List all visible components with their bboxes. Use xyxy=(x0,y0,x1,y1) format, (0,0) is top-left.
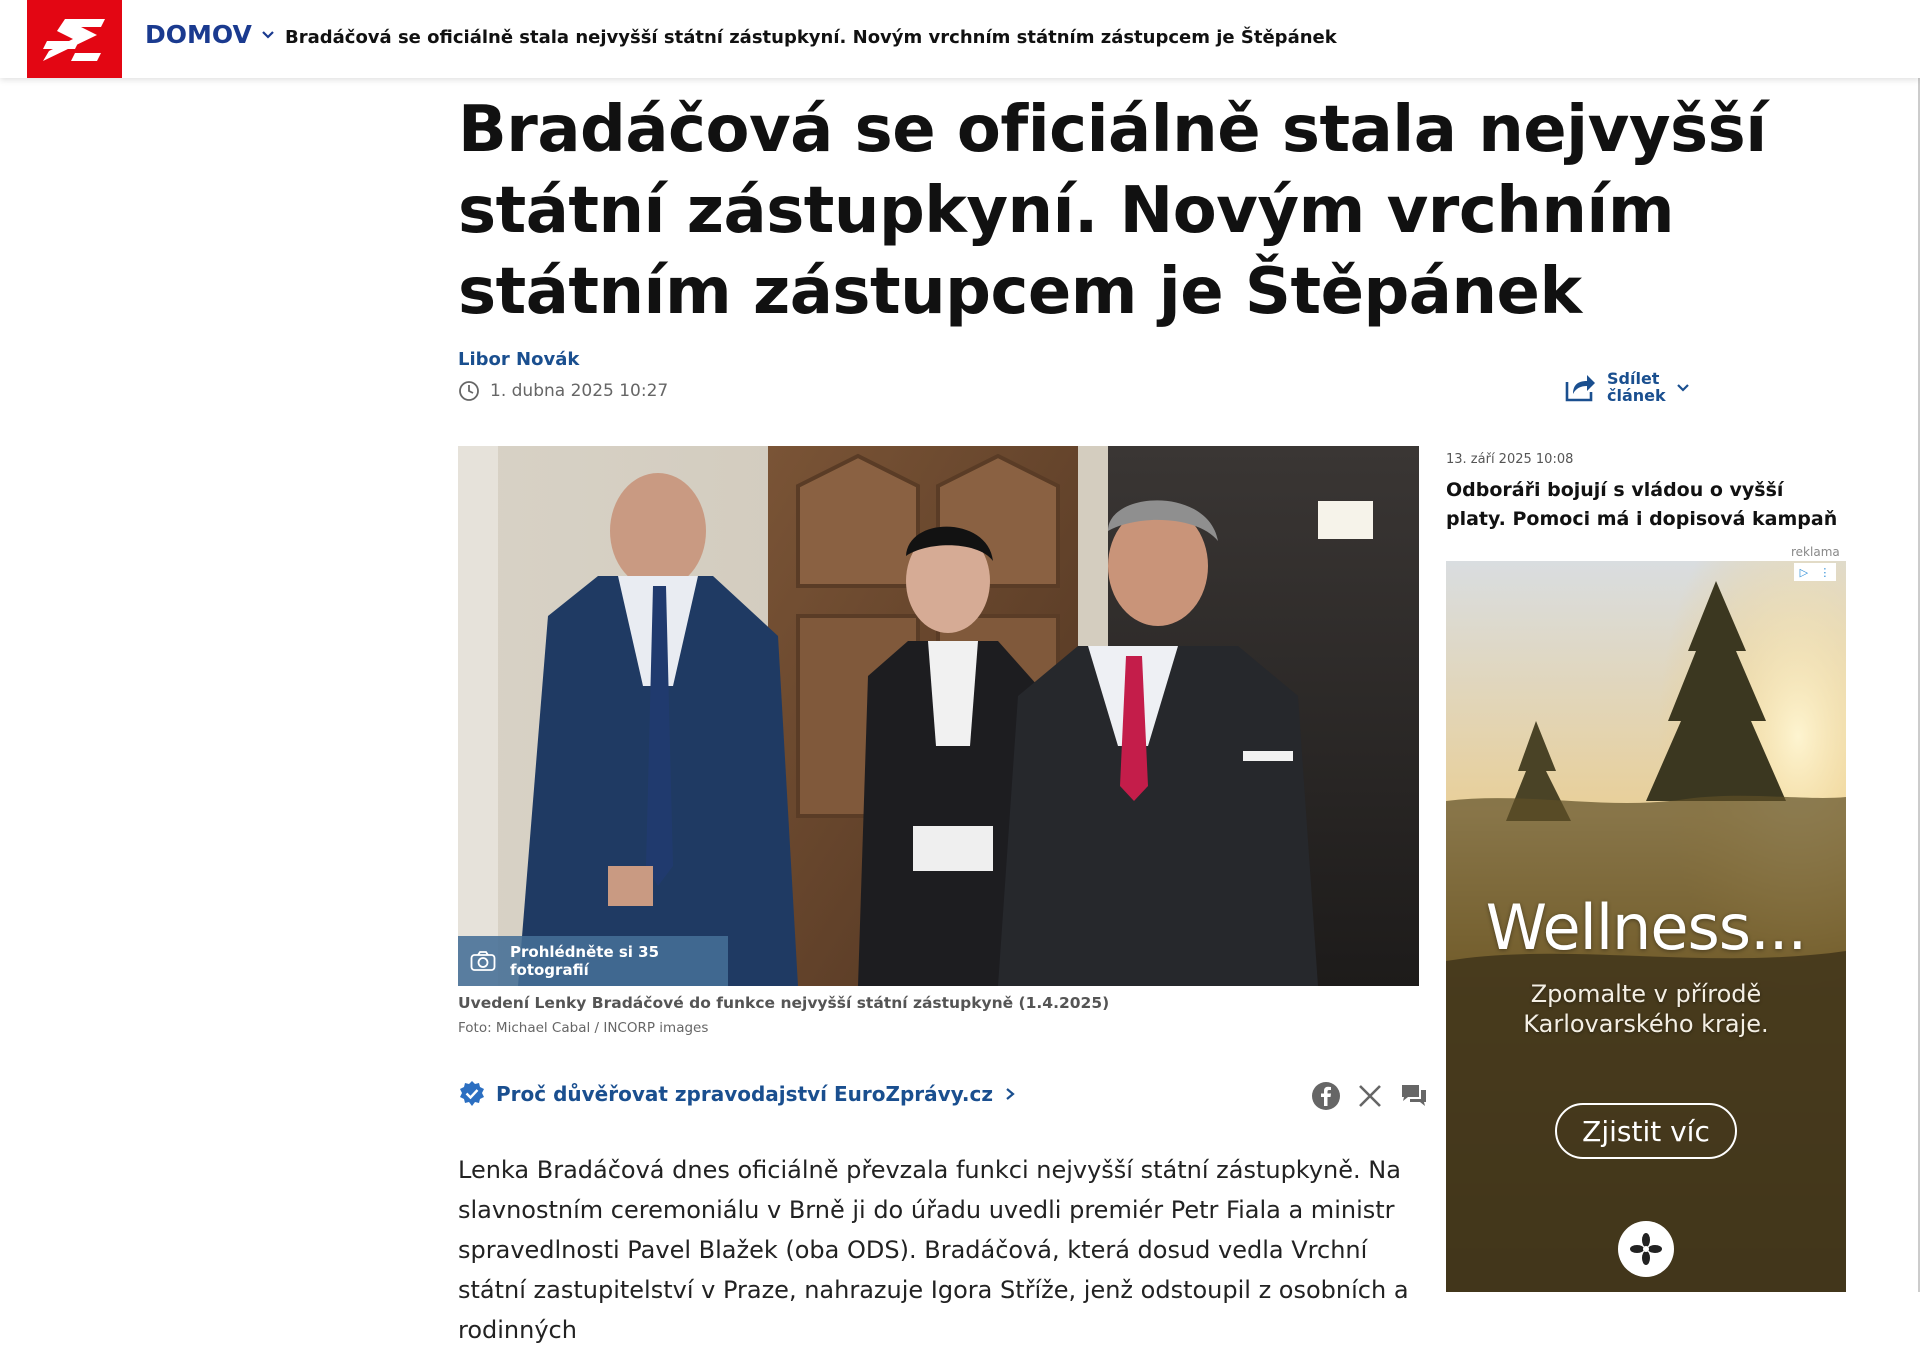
facebook-icon xyxy=(1311,1081,1341,1111)
eurozpravy-logo-icon xyxy=(35,9,115,69)
facebook-share-button[interactable] xyxy=(1310,1080,1342,1112)
chevron-down-icon xyxy=(1675,379,1691,395)
share-label: Sdílet článek xyxy=(1607,369,1666,405)
share-button[interactable] xyxy=(1563,370,1691,404)
sidebar-article-date: 13. září 2025 10:08 xyxy=(1446,452,1574,467)
gallery-label: Prohlédněte si 35 fotografií xyxy=(510,943,660,979)
photo-caption: Uvedení Lenky Bradáčové do funkce nejvyšší státní zástupkyně (1.4.2025) xyxy=(458,994,1110,1012)
ad-subheadline xyxy=(1446,979,1846,1039)
trust-link-label: Proč důvěřovat zpravodajství EuroZprávy.cz xyxy=(496,1082,993,1106)
verified-badge-icon xyxy=(458,1080,486,1108)
article-date: 1. dubna 2025 10:27 xyxy=(490,381,669,401)
ad-headline: Wellness... xyxy=(1485,891,1807,964)
ad-subline-2: Karlovarského kraje. xyxy=(1523,1010,1769,1038)
article-body: Lenka Bradáčová dnes oficiálně převzala funkci nejvyšší státní zástupkyně. Na slavnostním ceremoniálu v Brně ji do úřadu uvedli premiér Petr Fiala a ministr spravedlnosti Pavel Blažek (oba ODS). Bradáčová, která dosud vedla Vrchní státní zastupitelství v Praze, nahrazuje Igora Stříže, jenž odstoupil z osobních a rodinných xyxy=(458,1156,1409,1344)
article-main-photo[interactable] xyxy=(458,446,1419,986)
comments-button[interactable] xyxy=(1398,1080,1430,1112)
ad-subline-1: Zpomalte v přírodě xyxy=(1530,980,1762,1008)
trust-link[interactable] xyxy=(458,1080,1017,1108)
sidebar-article-title[interactable]: Odboráři bojují s vládou o vyšší platy. Pomoci má i dopisová kampaň xyxy=(1446,479,1838,530)
chevron-down-icon xyxy=(260,27,276,43)
header-article-title: Bradáčová se oficiálně stala nejvyšší státní zástupkyní. Novým vrchním státním zástupcem je Štěpánek xyxy=(285,27,1337,48)
social-share-bar xyxy=(1310,1080,1430,1112)
ad-play-icon: ▷ xyxy=(1799,565,1809,579)
article-author[interactable]: Libor Novák xyxy=(458,349,580,370)
ad-cta-button[interactable]: Zjistit víc xyxy=(1555,1103,1737,1159)
ad-choices-badge[interactable] xyxy=(1794,563,1836,581)
advertisement[interactable] xyxy=(1446,561,1846,1292)
ceremony-photo xyxy=(458,446,1419,986)
ad-menu-icon: ⋮ xyxy=(1819,565,1831,579)
photo-credit: Foto: Michael Cabal / INCORP images xyxy=(458,1020,709,1036)
flower-logo-icon xyxy=(1629,1232,1663,1266)
camera-icon xyxy=(470,950,496,972)
site-header xyxy=(0,0,1920,78)
chevron-right-icon xyxy=(1003,1087,1017,1101)
photo-gallery-button[interactable] xyxy=(458,936,728,986)
article-date-row xyxy=(458,380,668,402)
share-icon xyxy=(1563,370,1597,404)
x-share-button[interactable] xyxy=(1354,1080,1386,1112)
ad-label: reklama xyxy=(1791,545,1840,559)
section-menu[interactable] xyxy=(145,20,276,49)
comments-icon xyxy=(1399,1081,1429,1111)
article-headline: Bradáčová se oficiálně stala nejvyšší státní zástupkyní. Novým vrchním státním zástupcem je Štěpánek xyxy=(458,93,1767,329)
x-icon xyxy=(1357,1083,1383,1109)
section-label: DOMOV xyxy=(145,20,252,49)
ad-brand-logo xyxy=(1618,1221,1674,1277)
clock-icon xyxy=(458,380,480,402)
site-logo[interactable] xyxy=(27,0,122,78)
